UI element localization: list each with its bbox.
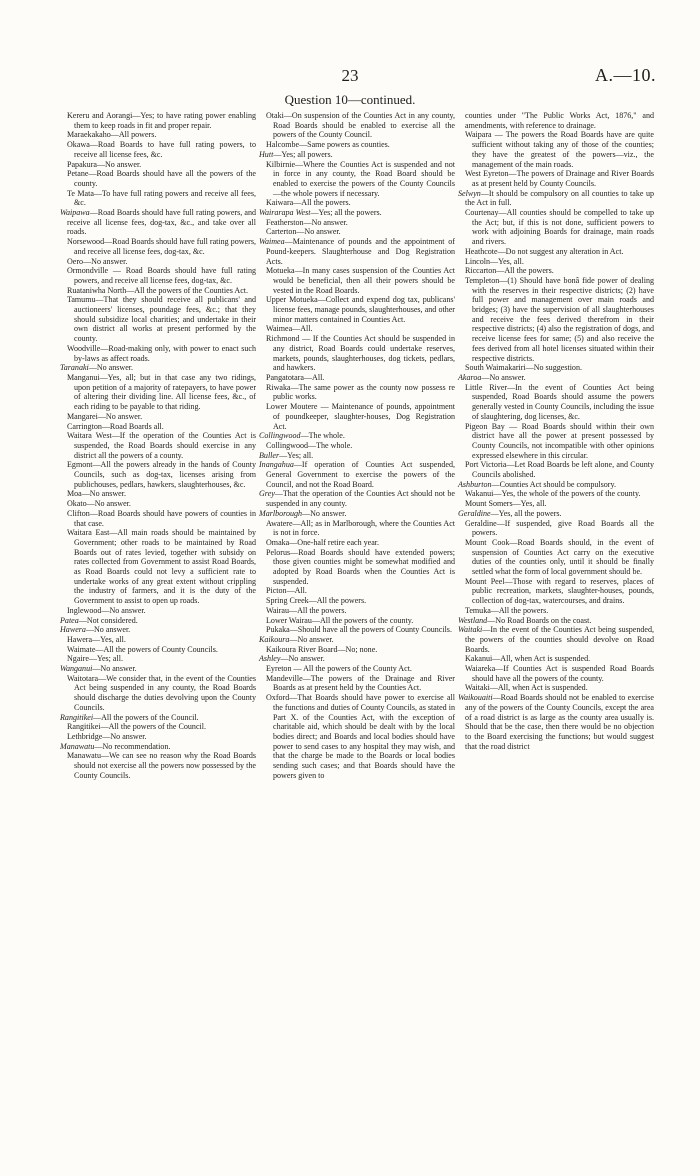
entry-text: Oxford—That Boards should have power to exercise all the functions and duties of County Councils, as stated in Part X. of the Counties Act, with the exception of charitable aid, which should be dealt with by the local bodies direct; and Boards and local bodies should have power to send cases to any hospital they may wish, and that the charge be made to the Boards or local bodies sending such cases; and that Boards should have the powers given to xyxy=(266,693,455,780)
entry-text: Mangarei—No answer. xyxy=(67,411,143,421)
board-entry xyxy=(458,606,654,616)
district-entry xyxy=(60,363,256,373)
entry-text: —No answer. xyxy=(85,625,131,635)
entry-text: —No Road Boards on the coast. xyxy=(487,615,592,625)
entry-text: Geraldine—If suspended, give Road Boards all the powers. xyxy=(465,518,654,538)
entry-text: Heathcote—Do not suggest any alteration in Act. xyxy=(465,246,624,256)
district-entry xyxy=(458,616,654,626)
entry-text: Pigeon Bay — Road Boards should within their own district have all the power at present possessed by County Councils, not incompatible with other opinions expressed elsewhere in this circular. xyxy=(465,421,654,460)
board-entry xyxy=(60,266,256,285)
entry-text: —No answer. xyxy=(280,654,325,664)
entry-text: Richmond — If the Counties Act should be suspended in any district, Road Boards could undertake reserves, markets, pounds, slaughterhouses, dog tickets, pedlars, and hawkers. xyxy=(266,334,455,373)
board-entry xyxy=(458,422,654,461)
entry-text: Temuka—All the powers. xyxy=(465,605,549,615)
entry-text: Riccarton—All the powers. xyxy=(465,266,554,276)
entry-text: —Yes; all. xyxy=(279,450,314,460)
district-entry xyxy=(259,208,455,218)
board-entry xyxy=(60,674,256,713)
board-entry xyxy=(60,460,256,489)
district-name: Taranaki xyxy=(60,363,89,373)
board-entry xyxy=(458,169,654,188)
board-entry xyxy=(458,664,654,683)
district-name: Akaroa xyxy=(458,372,482,382)
entry-text: Moa—No answer. xyxy=(67,489,126,499)
board-entry xyxy=(458,247,654,257)
district-entry xyxy=(458,693,654,751)
entry-text: Waimate—All the powers of County Councils. xyxy=(67,644,218,654)
entry-text: —It should be compulsory on all counties to take up the Act in full. xyxy=(465,188,654,208)
entry-text: —In the event of the Counties Act being suspended, the powers of the counties should devolve on Road Boards. xyxy=(465,625,654,654)
district-name: Patea xyxy=(60,615,79,625)
board-entry xyxy=(60,111,256,130)
entry-text: Templeton—(1) Should have bonâ fide power of dealing with the reserves in their respective districts; (2) have full power and management over main roads and bridges; (3) have the supervision of all slaughterhouses and receive the fees derived therefrom in their respective districts; (4) also the registration of dogs, and receive license fees for same; (5) and also receive the fees derived from all hotel licenses situated within their respective districts. xyxy=(465,275,654,363)
entry-text: Waitotara—We consider that, in the event of the Counties Act being suspended in any county, the Road Boards should discharge the duties devolving upon the County Councils. xyxy=(67,673,256,712)
board-entry xyxy=(458,489,654,499)
entry-text: Waitara West—If the operation of the Counties Act is suspended, the Road Boards should exercise in any district all the powers of a county. xyxy=(67,431,256,460)
entry-text: Petane—Road Boards should have all the powers of the county. xyxy=(67,169,256,188)
district-entry xyxy=(458,509,654,519)
entry-text: Courtenay—All counties should be compelled to take up the Act; but, if this is not done, sufficient powers to work with adjoining Boards for drainage, main roads and rivers. xyxy=(465,208,654,247)
entry-text: Papakura—No answer. xyxy=(67,159,142,169)
district-name: Grey xyxy=(259,489,275,499)
board-entry xyxy=(60,169,256,188)
entry-text: —No recommendation. xyxy=(94,741,171,751)
entry-text: Kaikoura River Board—No; none. xyxy=(266,644,378,654)
entry-text: Oero—No answer. xyxy=(67,256,128,266)
board-entry xyxy=(60,373,256,412)
entry-text: Ormondville — Road Boards should have full rating powers, and receive all license fees, dog-tax, &c. xyxy=(67,266,256,285)
entry-text: Waipara — The powers the Road Boards have are quite sufficient without taking any of those of the counties; they have the greatest of the powers—viz., the management of the main roads. xyxy=(465,130,654,169)
board-entry xyxy=(60,140,256,159)
entry-text: Kereru and Aorangi—Yes; to have rating power enabling them to keep roads in fit and proper repair. xyxy=(67,111,256,130)
board-entry xyxy=(259,693,455,780)
entry-text: Maraekakaho—All powers. xyxy=(67,130,157,140)
board-entry xyxy=(60,509,256,528)
district-entry xyxy=(60,713,256,723)
board-entry xyxy=(259,383,455,402)
entry-text: Pukaka—Should have all the powers of County Councils. xyxy=(266,625,452,635)
board-entry xyxy=(458,266,654,276)
entry-text: —Counties Act should be compulsory. xyxy=(491,479,616,489)
entry-text: —The whole. xyxy=(300,431,345,441)
district-name: Westland xyxy=(458,615,488,625)
entry-text: Omaka—One-half retire each year. xyxy=(266,537,380,547)
entry-text: —Road Boards should have full rating powers, and receive all license fees, dog-tax, &c., and take over all roads. xyxy=(67,208,256,237)
entry-text: Waiareka—If Counties Act is suspended Road Boards should have all the powers of the county. xyxy=(465,664,654,683)
board-entry xyxy=(458,257,654,267)
entry-text: Inglewood—No answer. xyxy=(67,605,146,615)
entry-text: Kakanui—All, when Act is suspended. xyxy=(465,654,591,664)
entry-text: Wakanui—Yes, the whole of the powers of the county. xyxy=(465,489,641,499)
text-column-left xyxy=(60,111,256,781)
entry-text: —No answer. xyxy=(88,363,134,373)
board-entry xyxy=(259,373,455,383)
board-entry xyxy=(458,654,654,664)
board-entry xyxy=(60,528,256,606)
entry-text: Lincoln—Yes, all. xyxy=(465,256,524,266)
board-entry xyxy=(259,334,455,373)
district-entry xyxy=(259,150,455,160)
board-entry xyxy=(458,363,654,373)
entry-text: Awatere—All; as in Marlborough, where the Counties Act is not in force. xyxy=(266,518,455,538)
entry-text: —No answer. xyxy=(302,508,347,518)
entry-text: Halcombe—Same powers as counties. xyxy=(266,140,390,150)
board-entry xyxy=(458,519,654,538)
entry-text: Lower Moutere — Maintenance of pounds, appointment of poundkeeper, slaughter-houses, Dog Registration Act. xyxy=(266,402,455,431)
entry-text: Kaiwara—All the powers. xyxy=(266,198,351,208)
entry-text: Wairau—All the powers. xyxy=(266,605,347,615)
board-entry xyxy=(259,441,455,451)
entry-text: Mount Somers—Yes, all. xyxy=(465,499,547,509)
entry-text: Manawatu—We can see no reason why the Road Boards should not exercise all the powers now possessed by the County Councils. xyxy=(67,751,256,780)
board-entry xyxy=(259,586,455,596)
district-entry xyxy=(259,451,455,461)
board-entry xyxy=(259,295,455,324)
district-entry xyxy=(60,208,256,237)
entry-text: Pangatotara—All. xyxy=(266,372,325,382)
district-name: Waimea xyxy=(259,237,285,247)
entry-text: —Not considered. xyxy=(78,615,138,625)
entry-text: —No answer. xyxy=(481,372,526,382)
board-entry xyxy=(259,519,455,538)
board-entry xyxy=(60,295,256,344)
entry-text: Little River—In the event of Counties Act being suspended, Road Boards should assume the powers generally vested in County Councils, including the issue of slaughtering, dog licenses, &c. xyxy=(465,382,654,421)
district-entry xyxy=(458,189,654,208)
district-name: Inangahua xyxy=(259,460,294,470)
board-entry xyxy=(60,189,256,208)
entry-text: Upper Motueka—Collect and expend dog tax, publicans' license fees, manage pounds, slaughterhouses, and other minor matters contained in Counties Act. xyxy=(266,295,455,324)
entry-text: Eyreton — All the powers of the County Act. xyxy=(266,664,412,674)
district-name: Ashley xyxy=(259,654,281,664)
section-heading: Question 10—continued. xyxy=(284,92,416,107)
district-entry xyxy=(458,480,654,490)
board-entry xyxy=(458,499,654,509)
board-entry xyxy=(60,489,256,499)
district-name: Hutt xyxy=(259,149,274,159)
entry-text: South Waimakariri—No suggestion. xyxy=(465,363,582,373)
district-entry xyxy=(60,664,256,674)
district-entry xyxy=(458,625,654,654)
entry-text: Waimea—All. xyxy=(266,324,313,334)
district-name: Manawatu xyxy=(60,741,95,751)
board-entry xyxy=(458,538,654,577)
board-entry xyxy=(259,324,455,334)
entry-text: Collingwood—The whole. xyxy=(266,440,353,450)
board-entry xyxy=(259,596,455,606)
district-entry xyxy=(259,489,455,508)
board-entry xyxy=(259,674,455,693)
board-entry xyxy=(259,616,455,626)
board-entry xyxy=(60,654,256,664)
board-entry xyxy=(458,111,654,130)
entry-text: Rangitikei—All the powers of the Council. xyxy=(67,722,207,732)
entry-text: Carterton—No answer. xyxy=(266,227,341,237)
entry-text: Waitara East—All main roads should be maintained by Government; other roads to be maintained by Road Boards out of rates levied, together with subsidy on rates collected from Government to assist Road Boards, as Road Boards could not levy a sufficient rate to undertake works of any great extent without crippling the industry of farmers, and it is the duty of the Government to assist to open up roads. xyxy=(67,528,256,606)
district-entry xyxy=(259,635,455,645)
district-name: Kaikoura xyxy=(259,634,290,644)
text-column-right xyxy=(458,111,654,751)
entry-text: Carrington—Road Boards all. xyxy=(67,421,164,431)
entry-text: —That the operation of the Counties Act should not be suspended in any county. xyxy=(266,489,455,509)
district-name: Waikouaiti xyxy=(458,693,493,703)
document-reference: A.—10. xyxy=(595,65,656,85)
board-entry xyxy=(60,412,256,422)
board-entry xyxy=(259,548,455,587)
entry-text: Waitaki—All, when Act is suspended. xyxy=(465,683,588,693)
entry-text: Featherston—No answer. xyxy=(266,217,348,227)
entry-text: —Yes; all the powers. xyxy=(310,208,382,218)
board-entry xyxy=(60,257,256,267)
district-name: Wanganui xyxy=(60,664,93,674)
board-entry xyxy=(60,732,256,742)
board-entry xyxy=(60,645,256,655)
entry-text: —No answer. xyxy=(92,664,137,674)
entry-text: —Maintenance of pounds and the appointment of Pound-keepers. Slaughterhouse and Dog Registration Acts. xyxy=(266,237,455,266)
district-name: Wairarapa West xyxy=(259,208,311,218)
district-entry xyxy=(259,431,455,441)
district-name: Selwyn xyxy=(458,188,481,198)
district-entry xyxy=(259,237,455,266)
entry-text: Woodville—Road-making only, with power to enact such by-laws as affect roads. xyxy=(67,343,256,363)
entry-text: Te Mata—To have full rating powers and receive all fees, &c. xyxy=(67,188,256,208)
entry-text: Otaki—On suspension of the Counties Act in any county, Road Boards should be enabled to exercise all the powers of the County Council. xyxy=(266,111,455,140)
entry-text: Mount Peel—Those with regard to reserves, places of public recreation, markets, slaughter-houses, pounds, collection of dog-tax, watercourses, and drains. xyxy=(465,576,654,606)
board-entry xyxy=(259,227,455,237)
district-name: Collingwood xyxy=(259,431,301,441)
entry-text: Lethbridge—No answer. xyxy=(67,732,147,741)
page-number: 23 xyxy=(341,66,359,85)
board-entry xyxy=(259,218,455,228)
entry-text: Spring Creek—All the powers. xyxy=(266,596,367,606)
board-entry xyxy=(60,160,256,170)
board-entry xyxy=(60,431,256,460)
district-name: Buller xyxy=(259,450,280,460)
district-name: Rangitikei xyxy=(60,712,94,722)
district-name: Ashburton xyxy=(458,479,492,489)
entry-text: Lower Wairau—All the powers of the county. xyxy=(266,615,414,625)
board-entry xyxy=(259,402,455,431)
entry-text: —If operation of Counties Act suspended, General Government to exercise the powers of the Council, and not the Road Board. xyxy=(266,460,455,489)
text-column-middle xyxy=(259,111,455,781)
entry-text: Okawa—Road Boards to have full rating powers, to receive all license fees, &c. xyxy=(67,140,256,159)
board-entry xyxy=(458,460,654,479)
board-entry xyxy=(60,130,256,140)
entry-text: Okato—No answer. xyxy=(67,499,131,509)
entry-text: Kilbirnie—Where the Counties Act is suspended and not in force in any county, the Road Board should be enabled to exercise the powers of the County Councils—the whole powers if necessary. xyxy=(266,159,455,198)
district-name: Waipawa xyxy=(60,208,90,218)
board-entry xyxy=(259,625,455,635)
board-entry xyxy=(458,383,654,422)
entry-text: Norsewood—Road Boards should have full rating powers, and receive all license fees, dog-tax, &c. xyxy=(67,237,256,256)
board-entry xyxy=(259,140,455,150)
entry-text: —All the powers of the Council. xyxy=(93,712,199,722)
board-entry xyxy=(458,577,654,606)
board-entry xyxy=(60,422,256,432)
board-entry xyxy=(259,160,455,199)
entry-text: Ngaire—Yes; all. xyxy=(67,654,123,664)
board-entry xyxy=(458,683,654,693)
entry-text: Port Victoria—Let Road Boards be left alone, and County Councils abolished. xyxy=(465,460,654,480)
board-entry xyxy=(458,276,654,363)
entry-text: —Yes, all the powers. xyxy=(490,508,562,518)
entry-text: Tamumu—That they should receive all publicans' and auctioneers' licenses, poundage fees, &c.; that they should subsidize local charities; and undertake in their own district all works at present performed by the county. xyxy=(67,295,256,344)
entry-text: Riwaka—The same power as the county now possess re public works. xyxy=(266,382,455,402)
entry-text: Manganui—Yes, all; but in that case any two ridings, upon petition of a majority of ratepayers, to have power of altering their dividing line. All license fees, &c., of each riding to be payable to that riding. xyxy=(67,372,256,412)
board-entry xyxy=(60,344,256,363)
board-entry xyxy=(259,606,455,616)
board-entry xyxy=(60,606,256,616)
district-name: Hawera xyxy=(60,625,86,635)
board-entry xyxy=(259,266,455,295)
entry-text: Mount Cook—Road Boards should, in the event of suspension of Counties Act carry on the executive duties of the counties only, until it should be finally settled what the form of local government should be. xyxy=(465,537,654,577)
district-entry xyxy=(259,509,455,519)
entry-text: Ruataniwha North—All the powers of the Counties Act. xyxy=(67,285,249,295)
entry-text: Egmont—All the powers already in the hands of County Councils, such as dog-tax, licenses arising from publichouses, pedlars, hawkers, slaughterhouses, &c. xyxy=(67,460,256,489)
entry-text: —Yes; all powers. xyxy=(273,149,333,159)
entry-text: Pelorus—Road Boards should have extended powers; those given counties might be somewhat modified and adopted by Road Boards when the Counties Act is suspended. xyxy=(266,547,455,586)
entry-text: Clifton—Road Boards should have powers of counties in that case. xyxy=(67,508,256,528)
board-entry xyxy=(259,198,455,208)
board-entry xyxy=(458,130,654,169)
board-entry xyxy=(60,286,256,296)
district-entry xyxy=(259,460,455,489)
district-name: Waitaki xyxy=(458,625,483,635)
board-entry xyxy=(259,664,455,674)
district-name: Marlborough xyxy=(259,508,303,518)
board-entry xyxy=(60,722,256,732)
district-entry xyxy=(259,654,455,664)
board-entry xyxy=(458,208,654,247)
district-entry xyxy=(60,625,256,635)
district-entry xyxy=(60,616,256,626)
board-entry xyxy=(259,645,455,655)
board-entry xyxy=(259,111,455,140)
entry-text: West Eyreton—The powers of Drainage and River Boards as at present held by County Councils. xyxy=(465,169,654,188)
board-entry xyxy=(60,237,256,256)
entry-text: —Road Boards should not be enabled to exercise any of the powers of the County Councils, except the area of a road district is as large as the county area usually is. Should that be the case, then there would be no objection to the Board exercising the functions; but would suggest that the road district xyxy=(465,693,654,751)
board-entry xyxy=(60,751,256,780)
entry-text: Picton—All. xyxy=(266,586,307,596)
board-entry xyxy=(60,635,256,645)
board-entry xyxy=(60,499,256,509)
district-name: Geraldine xyxy=(458,508,491,518)
entry-text: —No answer. xyxy=(289,634,334,644)
district-entry xyxy=(60,742,256,752)
entry-text: counties under "The Public Works Act, 1876," and amendments, with reference to drainage. xyxy=(465,111,654,130)
entry-text: Hawera—Yes, all. xyxy=(67,634,126,644)
entry-text: Mandeville—The powers of the Drainage and River Boards as at present held by the Counties Act. xyxy=(266,673,455,693)
entry-text: Motueka—In many cases suspension of the Counties Act would be beneficial, then all their powers should be vested in the Road Boards. xyxy=(266,266,455,295)
district-entry xyxy=(458,373,654,383)
board-entry xyxy=(259,538,455,548)
